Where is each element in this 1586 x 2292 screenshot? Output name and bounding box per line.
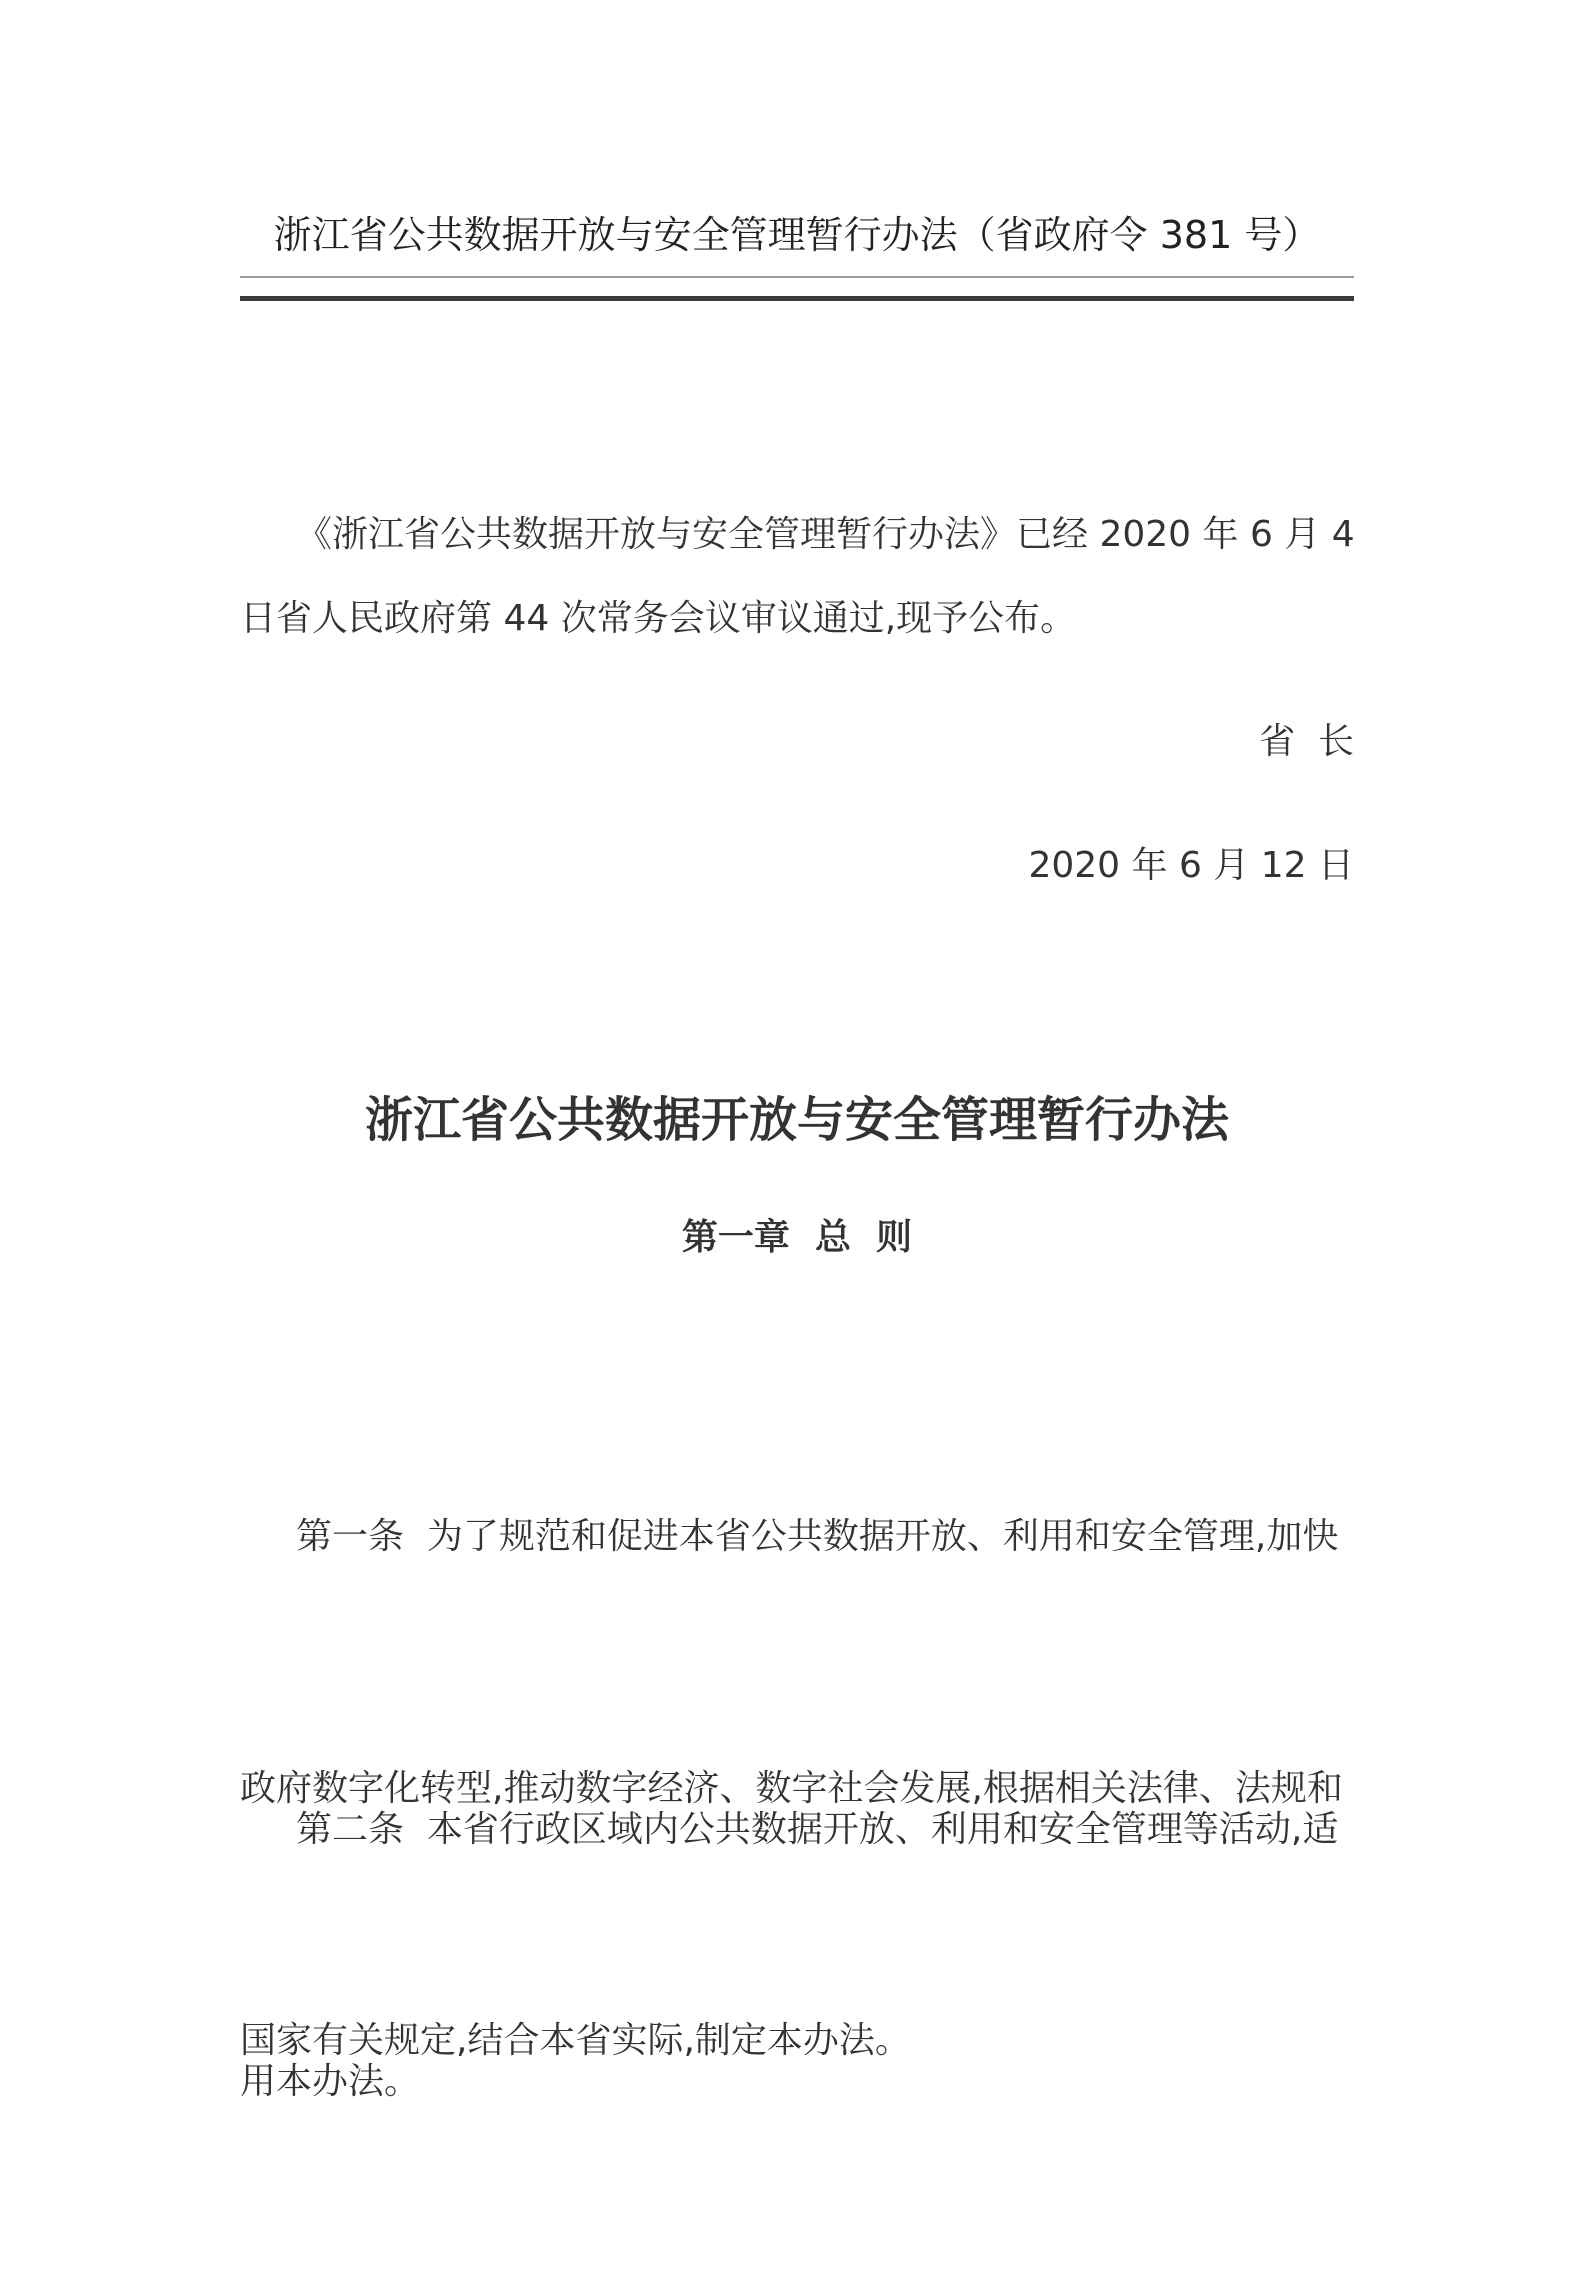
header-divider-thick [240,296,1354,301]
document-title: 浙江省公共数据开放与安全管理暂行办法 [364,1092,1229,1148]
preamble-line: 日省人民政府第 44 次常务会议审议通过,现予公布。 [240,598,1077,639]
chapter-title: 第一章 总 则 [681,1217,913,1258]
article-line: 第二条 本省行政区域内公共数据开放、利用和安全管理等活动,适 [296,1809,1339,1850]
article-line: 政府数字化转型,推动数字经济、数字社会发展,根据相关法律、法规和 [240,1768,1343,1809]
article-2 [240,1620,1354,2292]
article-line: 第一条 为了规范和促进本省公共数据开放、利用和安全管理,加快 [296,1516,1339,1557]
article-line: 国家有关规定,结合本省实际,制定本办法。 [240,2020,911,2061]
promulgation-date: 2020 年 6 月 12 日 [1028,845,1354,886]
preamble-line: 《浙江省公共数据开放与安全管理暂行办法》已经 2020 年 6 月 4 [296,514,1355,555]
preamble-paragraph [240,493,1354,661]
article-line: 用本办法。 [240,2061,421,2102]
signature-role: 省 长 [1259,721,1354,762]
header-title: 浙江省公共数据开放与安全管理暂行办法（省政府令 381 号） [273,213,1321,257]
header-divider-thin [240,276,1354,278]
